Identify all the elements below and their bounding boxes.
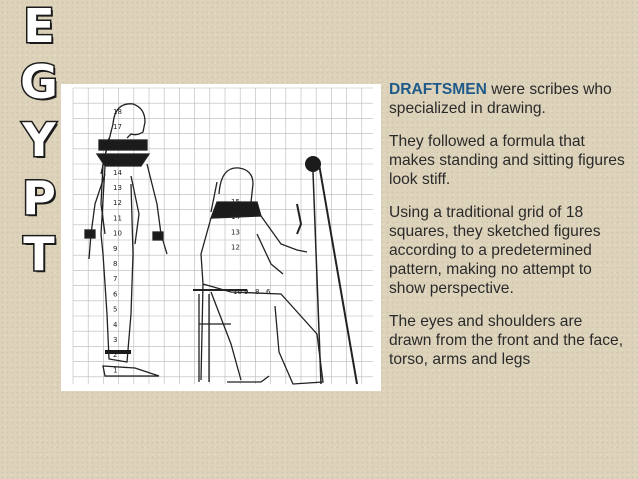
grid-figure-illustration xyxy=(61,84,381,391)
grid-number: 2 xyxy=(113,351,118,360)
title-letter-t: T xyxy=(23,227,55,281)
grid-number: 3 xyxy=(113,336,118,344)
grid-number: 8 xyxy=(255,288,260,296)
grid-number: 7 xyxy=(113,275,118,284)
grid-number: 9 xyxy=(113,244,118,253)
staff xyxy=(319,164,357,384)
grid-number: 12 xyxy=(231,243,240,252)
grid-number: 12 xyxy=(113,199,122,208)
staff-orb xyxy=(305,156,321,172)
grid-number: 16 xyxy=(113,138,122,147)
grid-number: 14 xyxy=(113,168,122,177)
grid-number: 13 xyxy=(231,228,240,237)
body-text xyxy=(389,80,629,383)
grid-number: 10 xyxy=(233,288,242,296)
grid-number: 11 xyxy=(113,214,122,223)
grid-number: 17 xyxy=(113,123,122,132)
title-letter-g: G xyxy=(20,55,58,109)
grid-number: 18 xyxy=(113,108,122,116)
egyptian-grid-drawing xyxy=(61,84,381,391)
seated-figure xyxy=(193,168,323,384)
title-letter-y: Y xyxy=(22,113,56,167)
paragraph-4: The eyes and shoulders are drawn from the front and the face, torso, arms and legs xyxy=(389,313,624,368)
grid-number: 9 xyxy=(244,288,249,296)
grid-number: 8 xyxy=(113,260,118,268)
draftsmen-highlight: DRAFTSMEN xyxy=(389,81,487,98)
grid-number: 5 xyxy=(113,305,118,314)
title-letter-e: E xyxy=(23,0,55,53)
paragraph-2: They followed a formula that makes standing and sitting figures look stiff. xyxy=(389,133,625,188)
grid-number: 14 xyxy=(231,213,240,222)
title-letter-p: P xyxy=(22,171,56,225)
grid-number: 6 xyxy=(266,288,271,296)
grid-number: 15 xyxy=(113,153,122,162)
grid-number: 10 xyxy=(113,229,122,238)
grid-number: 6 xyxy=(113,290,118,299)
paragraph-3: Using a traditional grid of 18 squares, they sketched figures according to a predetermined pattern, making no attempt to show perspective. xyxy=(389,204,601,297)
grid-number: 4 xyxy=(113,320,118,329)
seated-lap-numbers xyxy=(233,288,271,296)
grid-number: 1 xyxy=(113,366,118,375)
grid-number: 15 xyxy=(231,198,240,206)
paragraph-1 xyxy=(389,80,629,118)
paragraph-1-text: were scribes who specialized in drawing. xyxy=(389,81,612,117)
grid-number: 13 xyxy=(113,184,122,192)
